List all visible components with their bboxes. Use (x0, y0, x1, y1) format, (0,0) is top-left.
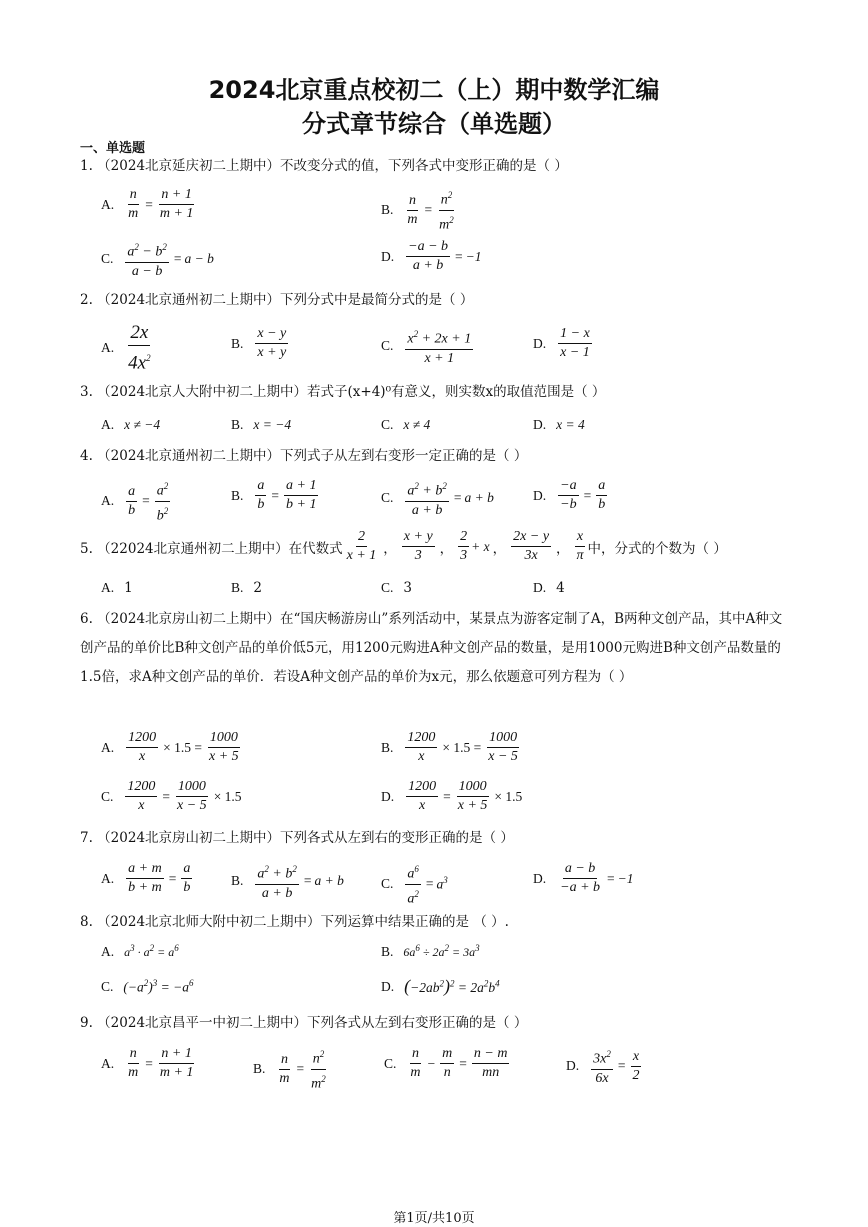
q3-option-c: C. x ≠ 4 (381, 417, 431, 432)
q8-option-b: B. $6a^6 \div 2a^2 = 3a^3$ (381, 943, 480, 959)
q9-option-d: D. $\frac{3x^2}{6x}$ = $\frac{x}{2}$ (566, 1046, 643, 1087)
q7-option-c: C. $\frac{a^6}{a^2}$ = $a^3$ (381, 861, 448, 907)
question-5-stem: 5. （22024北京通州初二上期中）在代数式 $\frac{2}{x + 1}$ ， $\frac{x + y}{3}$ ， $\frac{2}{3}$ + x ， $\frac{2x - y}{3x}$ ， $\frac{x}{\pi}$ 中，分式的个数为（ ） (80, 529, 727, 563)
q2-option-a: A. $\frac{2x}{4x^2}$ (101, 322, 151, 374)
q5-option-a: A. 1 (101, 580, 133, 596)
question-4-stem: 4. （2024北京通州初二上期中）下列式子从左到右变形一定正确的是（ ） (80, 448, 528, 464)
q8-option-a: A. $a^3 \cdot a^2 = a^6$ (101, 943, 179, 959)
q7-option-d: D. $\frac{a - b}{-a + b}$ = −1 (533, 861, 634, 895)
q5-option-c: C. 3 (381, 580, 412, 596)
q3-option-d: D. x = 4 (533, 417, 585, 432)
q1-option-c: C. $\frac{a^2 - b^2}{a - b}$ = a − b (101, 239, 214, 280)
q9-option-c: C. $\frac{n}{m}$ − $\frac{m}{n}$ = $\frac{n - m}{mn}$ (384, 1046, 508, 1080)
q1-option-a: A. $\frac{n}{m}$ = $\frac{n + 1}{m + 1}$ (101, 187, 194, 221)
q2-option-c: C. $\frac{x^2 + 2x + 1}{x + 1}$ (381, 326, 475, 367)
q1-option-b: B. $\frac{n}{m}$ = $\frac{n^2}{m^2}$ (381, 187, 458, 233)
q2-option-b: B. $\frac{x - y}{x + y}$ (231, 326, 287, 360)
q6-option-d: D. $\frac{1200}{x}$ = $\frac{1000}{x + 5}$ × 1.5 (381, 779, 523, 813)
question-8-stem: 8. （2024北京北师大附中初二上期中）下列运算中结果正确的是 （ ）. (80, 914, 509, 930)
q5-option-d: D. 4 (533, 580, 565, 596)
q3-option-b: B. x = −4 (231, 417, 292, 432)
question-2-stem: 2. （2024北京通州初二上期中）下列分式中是最简分式的是（ ） (80, 292, 474, 308)
question-7-stem: 7. （2024北京房山初二上期中）下列各式从左到右的变形正确的是（ ） (80, 830, 514, 846)
q5-option-b: B. 2 (231, 580, 262, 596)
q8-option-d: D. $(-2ab^2)^2 = 2a^2b^4$ (381, 976, 500, 996)
q6-option-b: B. $\frac{1200}{x}$ × 1.5 = $\frac{1000}{x - 5}$ (381, 730, 518, 764)
q2-option-d: D. $\frac{1 - x}{x - 1}$ (533, 326, 590, 360)
question-9-stem: 9. （2024北京昌平一中初二上期中）下列各式从左到右变形正确的是（ ） (80, 1015, 528, 1031)
q9-option-a: A. $\frac{n}{m}$ = $\frac{n + 1}{m + 1}$ (101, 1046, 194, 1080)
q6-option-c: C. $\frac{1200}{x}$ = $\frac{1000}{x - 5}$ × 1.5 (101, 779, 242, 813)
q8-option-c: C. $(-a^2)^3 = -a^6$ (101, 978, 194, 995)
q4-option-b: B. $\frac{a}{b}$ = $\frac{a + 1}{b + 1}$ (231, 478, 317, 512)
q1-option-d: D. $\frac{-a - b}{a + b}$ = −1 (381, 239, 482, 273)
q6-option-a: A. $\frac{1200}{x}$ × 1.5 = $\frac{1000}{x + 5}$ (101, 730, 239, 764)
q3-option-a: A. x ≠ −4 (101, 417, 161, 432)
q7-option-a: A. $\frac{a + m}{b + m}$ = $\frac{a}{b}$ (101, 861, 191, 895)
q4-option-d: D. $\frac{-a}{-b}$ = $\frac{a}{b}$ (533, 478, 606, 512)
q4-option-a: A. $\frac{a}{b}$ = $\frac{a^2}{b^2}$ (101, 478, 172, 524)
document-title-line2: 分式章节综合（单选题） (302, 110, 566, 138)
q4-option-c: C. $\frac{a^2 + b^2}{a + b}$ = a + b (381, 478, 494, 519)
question-3-stem: 3. （2024北京人大附中初二上期中）若式子(x+4)⁰有意义，则实数x的取值范围是（ ） (80, 384, 606, 400)
question-6-stem: 6. （2024北京房山初二上期中）在“国庆畅游房山”系列活动中，某景点为游客定制了A，B两种文创产品，其中A种文创产品的单价比B种文创产品的单价低5元，用1200元购进A种文创产品的数量，是用1000元购进B种文创产品数量的1.5倍，求A种文创产品的单价．若设A种文创产品的单价为x元，那么依题意可列方程为（ ） (80, 611, 783, 685)
section-heading: 一、单选题 (80, 141, 146, 156)
question-1-stem: 1. （2024北京延庆初二上期中）不改变分式的值，下列各式中变形正确的是（ ） (80, 158, 568, 174)
document-title-line1: 2024北京重点校初二（上）期中数学汇编 (208, 76, 660, 104)
page-footer: 第1页/共10页 (393, 1211, 475, 1226)
q7-option-b: B. $\frac{a^2 + b^2}{a + b}$ = a + b (231, 861, 344, 902)
q9-option-b: B. $\frac{n}{m}$ = $\frac{n^2}{m^2}$ (253, 1046, 330, 1092)
